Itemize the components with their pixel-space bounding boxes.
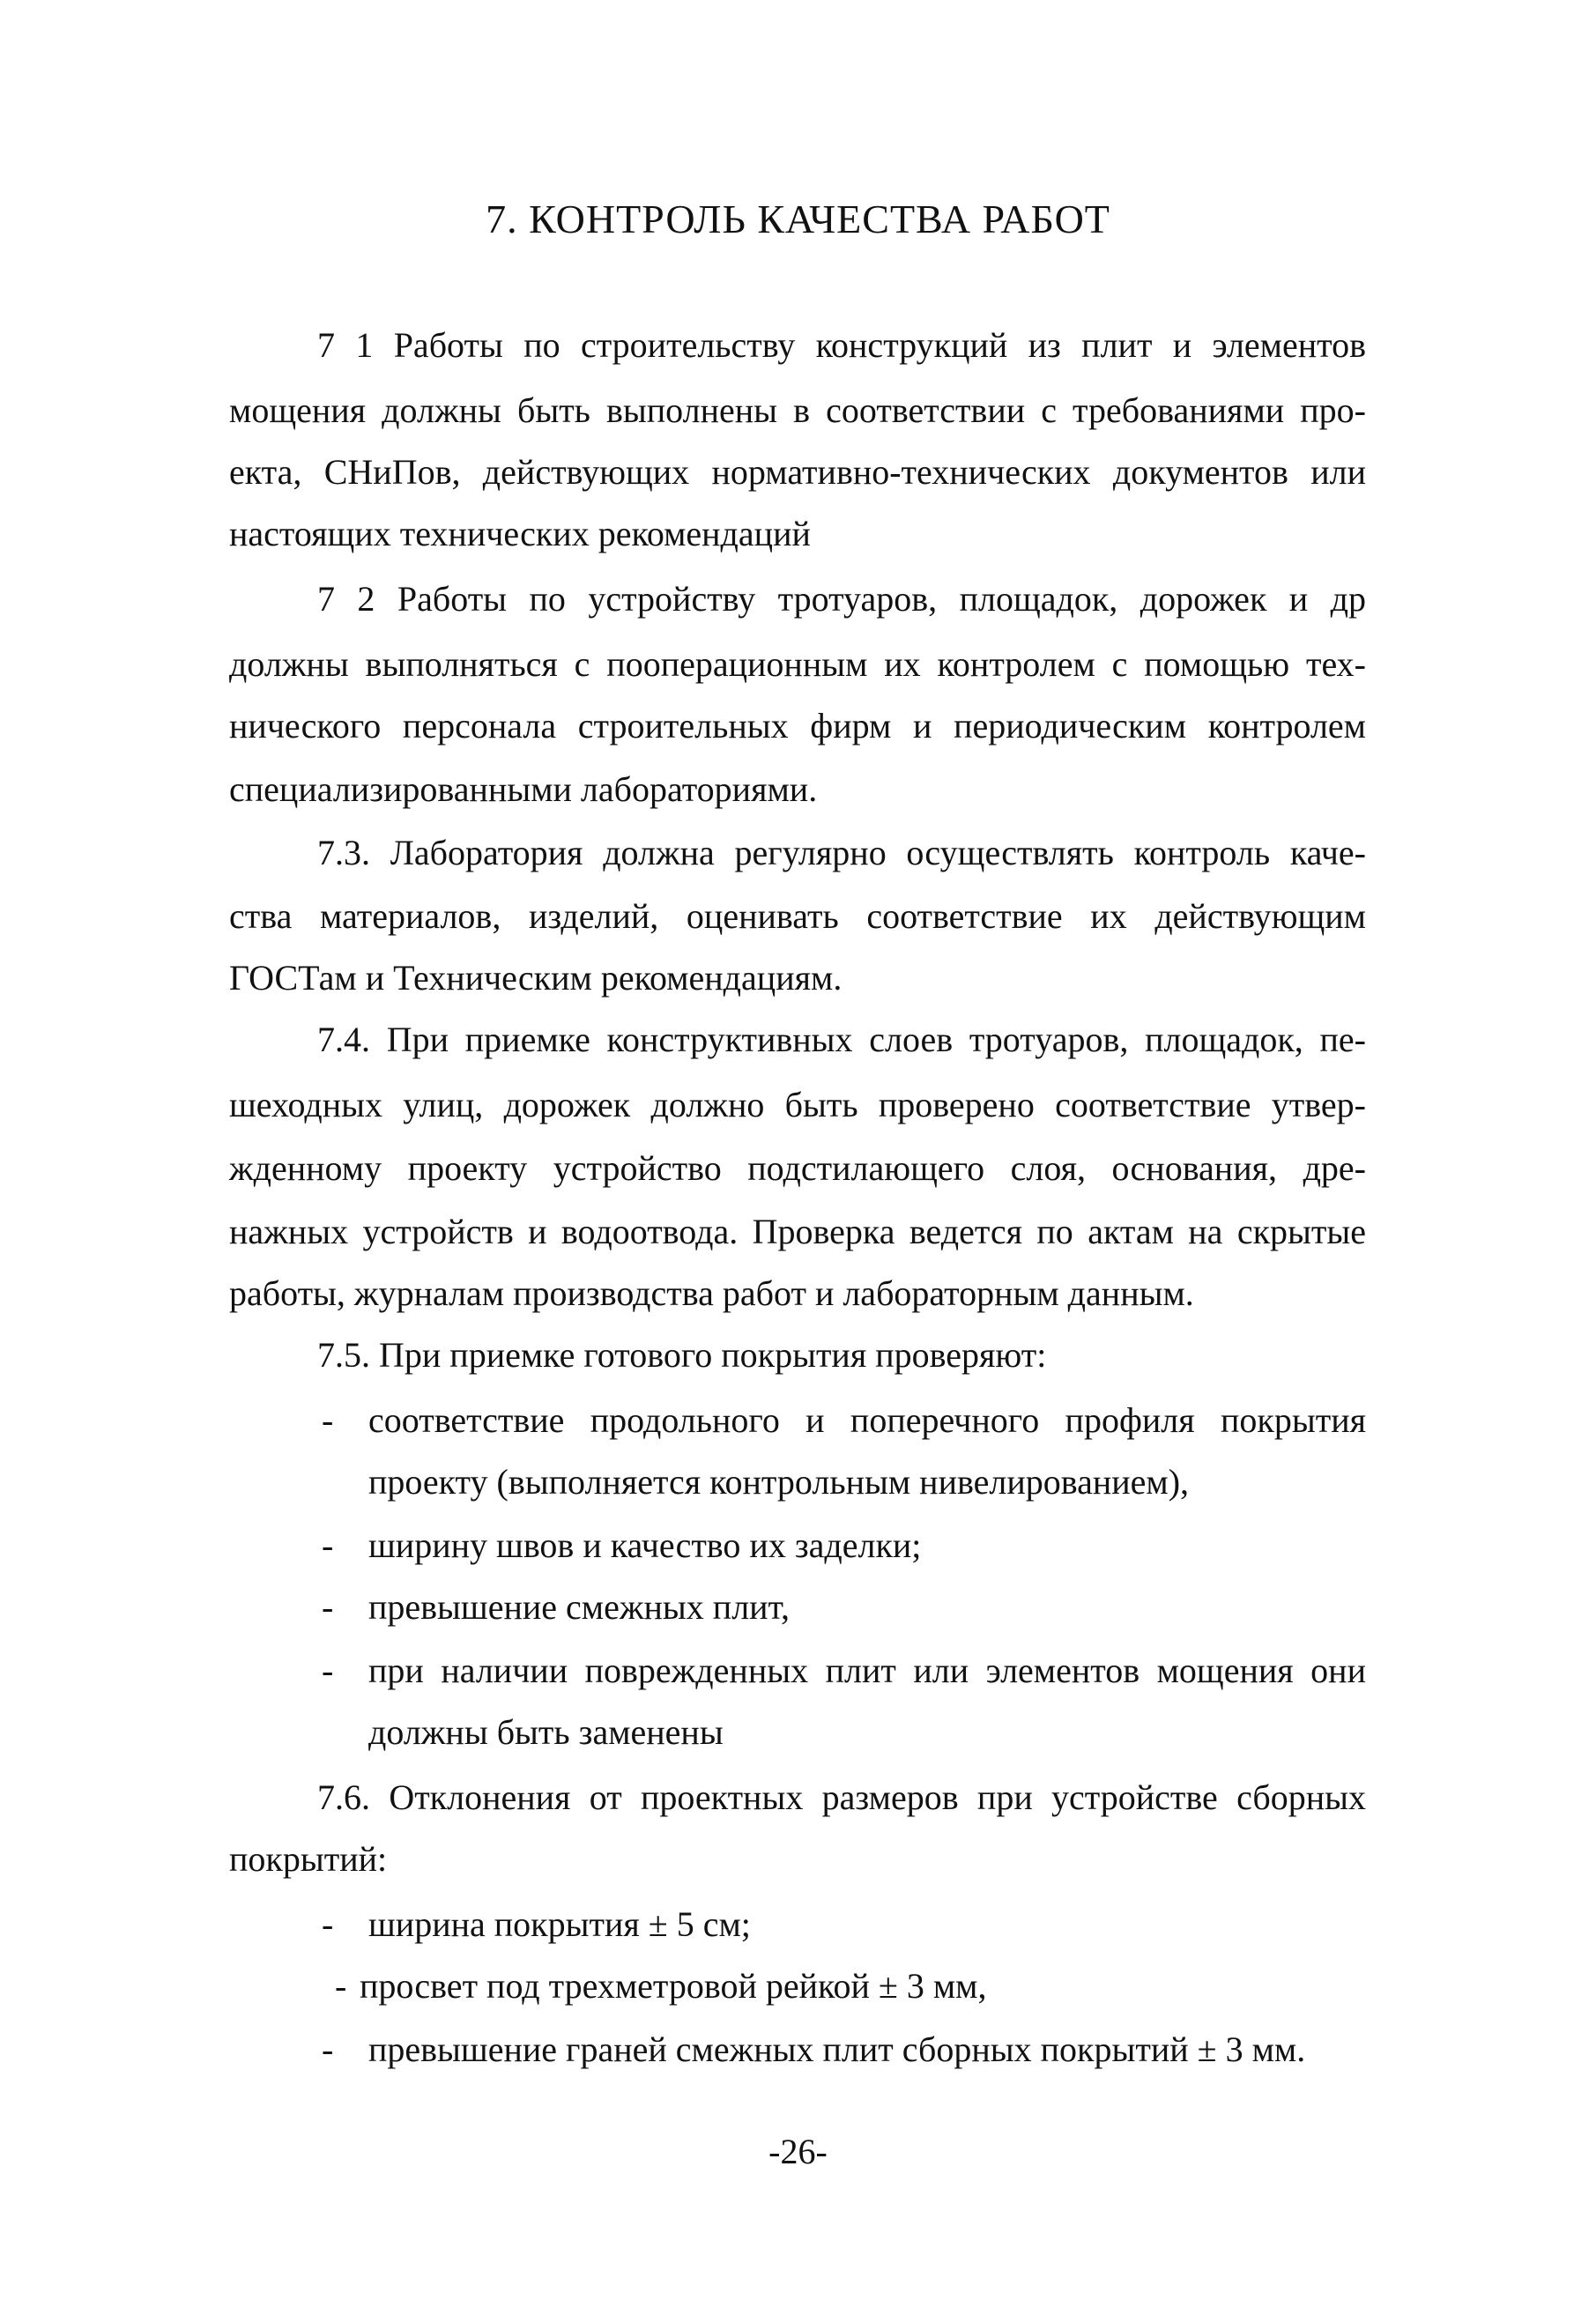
list-item-7-5-1-line-1: соответствие продольного и поперечного профиля покрытия bbox=[368, 1400, 1366, 1440]
list-item-7-6-3: превышение граней смежных плит сборных покрытий ± 3 мм. bbox=[368, 2029, 1306, 2069]
paragraph-7-3-line-2: ства материалов, изделий, оценивать соответствие их действующим bbox=[229, 896, 1366, 936]
paragraph-7-5-intro: 7.5. При приемке готового покрытия проверяют: bbox=[317, 1335, 1047, 1375]
paragraph-7-1-line-1: 7 1 Работы по строительству конструкций из плит и элементов bbox=[317, 325, 1366, 365]
paragraph-7-4-line-5: работы, журналам производства работ и лабораторным данным. bbox=[229, 1273, 1194, 1313]
list-dash: - bbox=[322, 1904, 334, 1944]
paragraph-7-4-line-2: шеходных улиц, дорожек должно быть проверено соответствие утвер- bbox=[229, 1085, 1366, 1124]
list-dash: - bbox=[335, 1966, 347, 2006]
list-item-7-5-4-line-2: должны быть заменены bbox=[368, 1712, 724, 1752]
list-dash: - bbox=[322, 1651, 334, 1690]
paragraph-7-3-line-3: ГОСТам и Техническим рекомендациям. bbox=[229, 958, 843, 998]
list-item-7-6-1: ширина покрытия ± 5 см; bbox=[368, 1904, 751, 1944]
paragraph-7-1-line-4: настоящих технических рекомендаций bbox=[229, 514, 811, 553]
list-dash: - bbox=[322, 2029, 334, 2069]
list-item-7-5-1-line-2: проекту (выполняется контрольным нивелированием), bbox=[368, 1462, 1190, 1502]
paragraph-7-2-line-3: нического персонала строительных фирм и периодическим контролем bbox=[229, 706, 1366, 746]
section-heading: 7. КОНТРОЛЬ КАЧЕСТВА РАБОТ bbox=[486, 197, 1110, 241]
paragraph-7-1-line-2: мощения должны быть выполнены в соответствии с требованиями про- bbox=[229, 390, 1366, 430]
paragraph-7-4-line-3: жденному проекту устройство подстилающего слоя, основания, дре- bbox=[229, 1148, 1366, 1188]
paragraph-7-1-line-3: екта, СНиПов, действующих нормативно-технических документов или bbox=[229, 452, 1366, 492]
paragraph-7-2-line-2: должны выполняться с пооперационным их контролем с помощью тех- bbox=[229, 644, 1366, 684]
list-item-7-6-2: просвет под трехметровой рейкой ± 3 мм, bbox=[360, 1966, 987, 2006]
list-dash: - bbox=[322, 1400, 334, 1440]
paragraph-7-6-line-1: 7.6. Отклонения от проектных размеров при устройстве сборных bbox=[317, 1777, 1366, 1817]
paragraph-7-3-line-1: 7.3. Лаборатория должна регулярно осуществлять контроль каче- bbox=[317, 833, 1366, 872]
paragraph-7-2-line-1: 7 2 Работы по устройству тротуаров, площадок, дорожек и др bbox=[317, 579, 1366, 619]
list-dash: - bbox=[322, 1525, 334, 1565]
list-item-7-5-2: ширину швов и качество их заделки; bbox=[368, 1525, 922, 1565]
paragraph-7-4-line-4: нажных устройств и водоотвода. Проверка ведется по актам на скрытые bbox=[229, 1212, 1366, 1251]
paragraph-7-2-line-4: специализированными лабораториями. bbox=[229, 769, 818, 809]
list-item-7-5-3: превышение смежных плит, bbox=[368, 1587, 791, 1627]
list-dash: - bbox=[322, 1587, 334, 1627]
paragraph-7-4-line-1: 7.4. При приемке конструктивных слоев тротуаров, площадок, пе- bbox=[317, 1020, 1366, 1059]
paragraph-7-6-line-2: покрытий: bbox=[229, 1839, 388, 1879]
page-number: -26- bbox=[768, 2132, 828, 2171]
list-item-7-5-4-line-1: при наличии поврежденных плит или элементов мощения они bbox=[368, 1651, 1366, 1690]
